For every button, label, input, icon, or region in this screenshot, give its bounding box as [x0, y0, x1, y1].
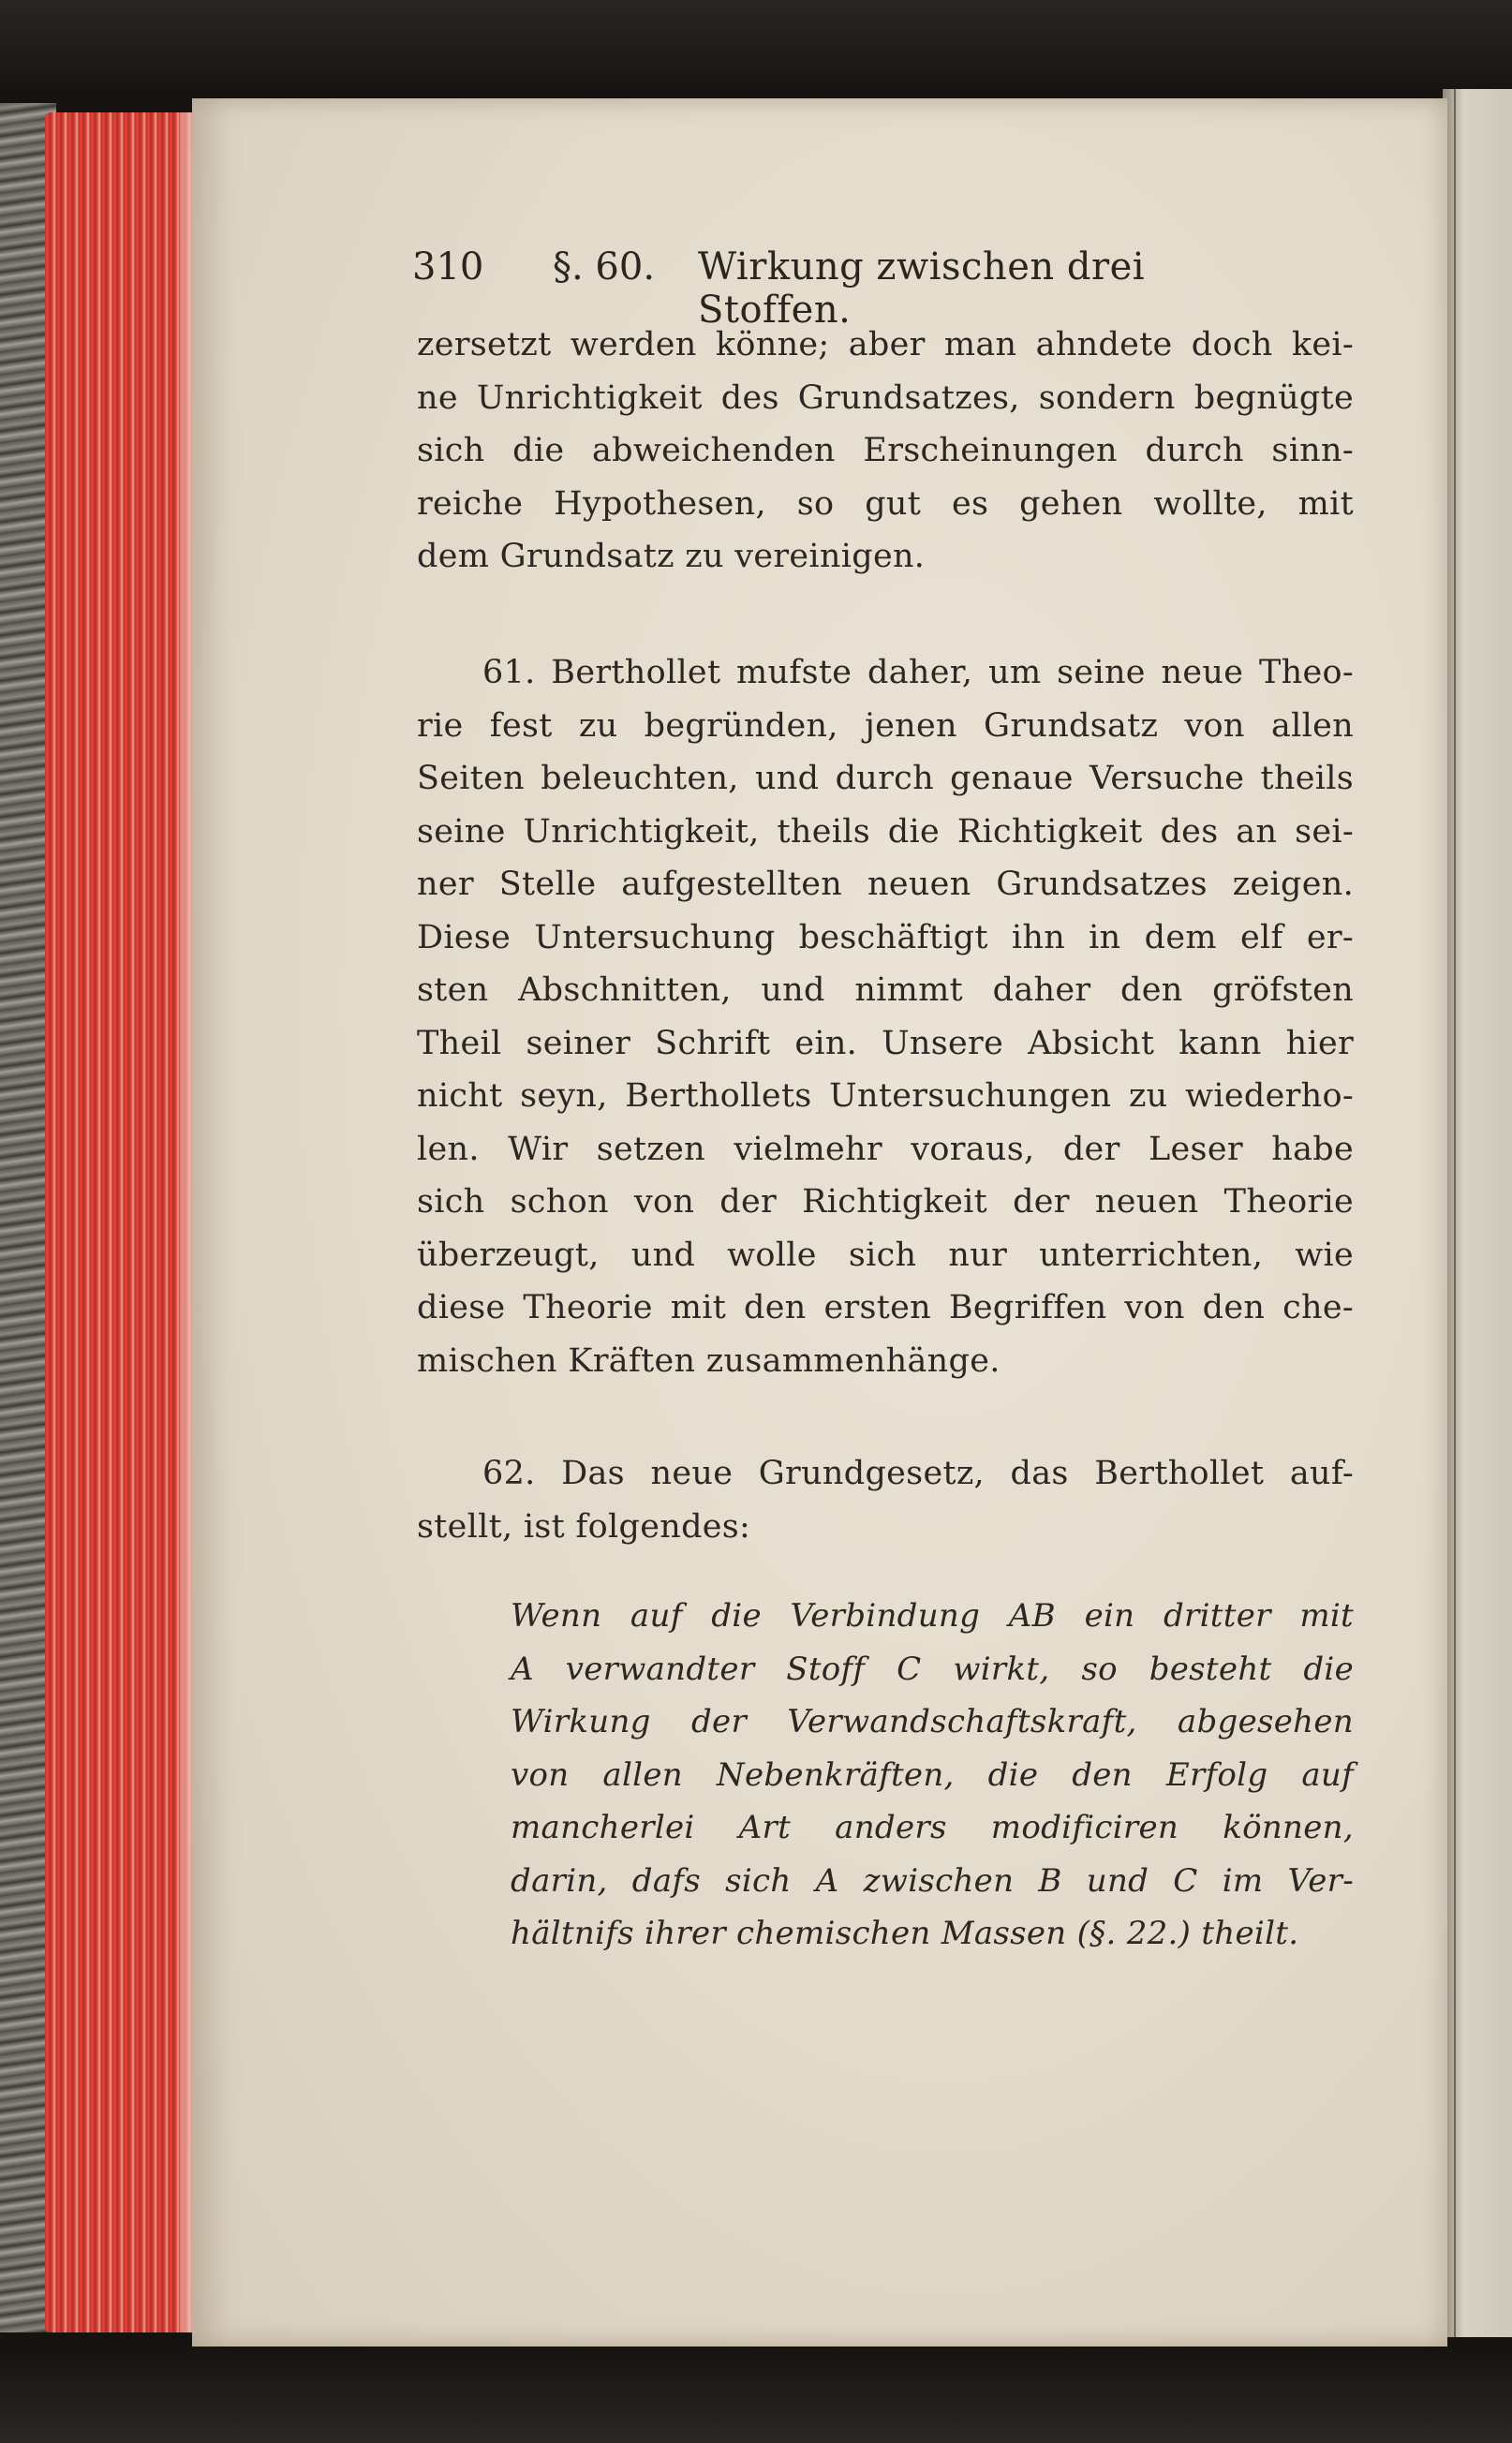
text-line: Theil seiner Schrift ein. Unsere Absicht kann hier: [417, 1024, 1354, 1062]
quote-line: mancherlei Art anders modificiren können,: [511, 1809, 1354, 1846]
paragraph-61: [417, 646, 1354, 1387]
quote-line: Wirkung der Verwandschaftskraft, abgesehen: [511, 1703, 1354, 1740]
quote-line: darin, dafs sich A zwischen B und C im Ver-: [511, 1861, 1354, 1900]
text-line: mischen Kräften zusammenhänge.: [417, 1341, 1001, 1380]
text-line: sich schon von der Richtigkeit der neuen Theorie: [417, 1183, 1354, 1221]
text-line: überzeugt, und wolle sich nur unterrichten, wie: [417, 1236, 1354, 1274]
text-line: dem Grundsatz zu vereinigen.: [417, 538, 926, 575]
running-title: Wirkung zwischen drei Stoffen.: [698, 245, 1146, 332]
text-line: nicht seyn, Berthollets Untersuchungen zu wiederho-: [417, 1077, 1354, 1115]
text-line: reiche Hypothesen, so gut es gehen wollte, mit: [417, 484, 1354, 523]
text-line: 61. Berthollet mufste daher, um seine neue Theo-: [482, 654, 1354, 691]
text-line: seine Unrichtigkeit, theils die Richtigkeit des an sei-: [417, 812, 1354, 851]
section-mark: §. 60.: [553, 245, 656, 289]
paragraph-continuation: [417, 318, 1354, 584]
text-line: ner Stelle aufgestellten neuen Grundsatzes zeigen.: [417, 866, 1354, 903]
text-line: 62. Das neue Grundgesetz, das Berthollet auf-: [482, 1455, 1354, 1492]
text-line: Seiten beleuchten, und durch genaue Versuche theils: [417, 760, 1354, 797]
quote-line: A verwandter Stoff C wirkt, so besteht die: [511, 1650, 1354, 1688]
text-line: sten Abschnitten, und nimmt daher den gröfsten: [417, 971, 1354, 1009]
quote-line: hältnifs ihrer chemischen Massen (§. 22.) theilt.: [511, 1915, 1299, 1952]
text-line: stellt, ist folgendes:: [417, 1507, 751, 1546]
text-line: diese Theorie mit den ersten Begriffen von den che-: [417, 1289, 1354, 1326]
quote-line: von allen Nebenkräften, die den Erfolg auf: [511, 1755, 1354, 1794]
law-statement: [417, 1590, 1354, 1961]
text-line: len. Wir setzen vielmehr voraus, der Leser habe: [417, 1130, 1354, 1168]
text-line: Diese Untersuchung beschäftigt ihn in dem elf er-: [417, 918, 1354, 956]
facing-page-edge: [1443, 89, 1512, 2337]
text-line: sich die abweichenden Erscheinungen durch sinn-: [417, 432, 1354, 469]
quote-line: Wenn auf die Verbindung AB ein dritter mit: [511, 1597, 1354, 1635]
text-line: ne Unrichtigkeit des Grundsatzes, sondern begnügte: [417, 378, 1354, 417]
paragraph-62: [417, 1447, 1354, 1553]
text-line: zersetzt werden könne; aber man ahndete doch kei-: [417, 326, 1354, 363]
red-page-edges: [45, 112, 204, 2332]
running-head: [412, 245, 1255, 332]
page-number: 310: [412, 245, 484, 289]
text-line: rie fest zu begründen, jenen Grundsatz von allen: [417, 706, 1354, 745]
